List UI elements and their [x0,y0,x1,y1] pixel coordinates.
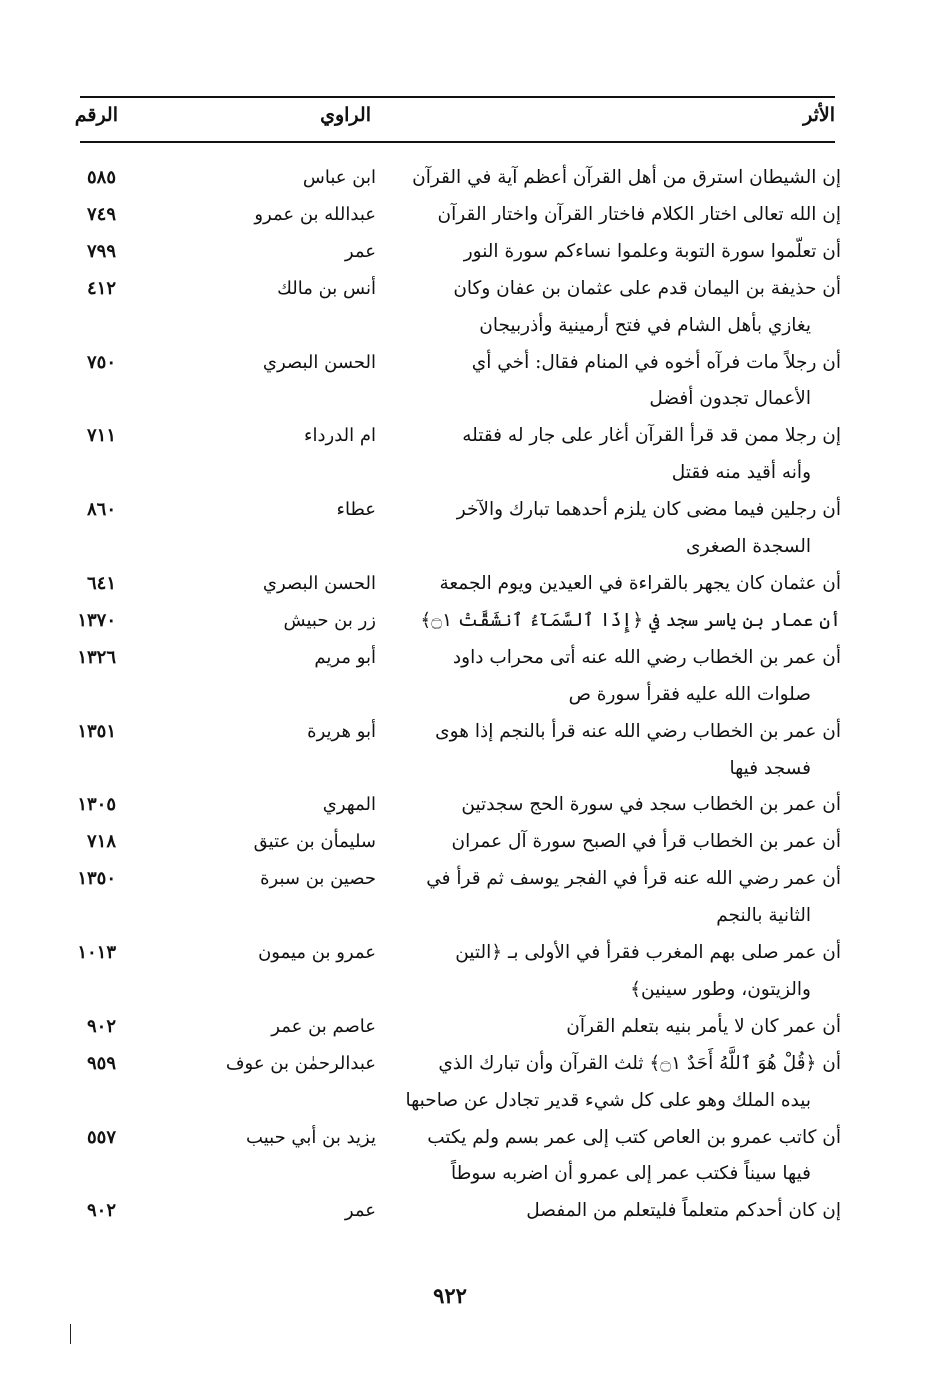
entry-number: ٤١٢ [86,277,116,299]
athar-text [401,1193,841,1230]
narrator: حصين بن سبرة [260,868,376,890]
entry-number: ١٣٠٥ [77,794,116,816]
athar-text [401,234,841,271]
entry-number: ٥٨٥ [86,167,116,188]
athar-text [401,714,841,788]
entry-number: ٧٤٩ [86,203,116,225]
athar-line: فيها سيناً فكتب عمر إلى عمرو أن اضربه سوطاً [450,1163,811,1185]
athar-line: أن حذيفة بن اليمان قدم على عثمان بن عفان وكان [453,277,841,299]
narrator: المهري [322,794,376,816]
index-entry [60,566,841,603]
athar-line: إن الشيطان استرق من أهل القرآن أعظم آية في القرآن [412,167,841,188]
index-entry [60,714,841,788]
entry-number: ٨٦٠ [86,499,116,521]
athar-text [401,197,841,234]
index-entry [60,418,841,492]
athar-text [401,492,841,566]
athar-text [401,418,841,492]
page-number: ٩٢٢ [433,1283,467,1308]
index-entry [60,1193,841,1230]
narrator: ابن عباس [302,167,376,188]
narrator: الحسن البصري [262,572,376,594]
index-entry [60,197,841,234]
athar-line: صلوات الله عليه فقرأ سورة ص [568,683,811,705]
header-rule [80,141,835,143]
athar-line: أن عثمان كان يجهر بالقراءة في العيدين ويوم الجمعة [439,572,841,594]
index-entry [60,1120,841,1194]
athar-text [401,603,841,640]
index-entry [60,787,841,824]
athar-line: يغازي بأهل الشام في فتح أرمينية وأذربيجان [479,314,811,336]
entry-number: ٧١١ [86,425,116,447]
athar-line: أن كاتب عمرو بن العاص كتب إلى عمر بسم ولم يكتب [427,1126,841,1148]
entry-number: ٧٩٩ [86,240,116,262]
narrator: زر بن حبيش [283,609,376,631]
athar-text [401,566,841,603]
athar-line: أن عمر بن الخطاب رضي الله عنه قرأ بالنجم إذا هوى [435,720,841,742]
athar-line: إن كان أحدكم متعلماً فليتعلم من المفصل [526,1200,841,1222]
narrator: ام الدرداء [304,425,376,447]
header-athar: الأثر [803,104,835,126]
athar-text [401,271,841,345]
entry-number: ١٣٥٠ [77,868,116,890]
index-entry [60,345,841,419]
athar-line: الثانية بالنجم [716,905,811,927]
narrator: عمرو بن ميمون [258,942,376,964]
athar-line: بيده الملك وهو على كل شيء قدير تجادل عن صاحبها [405,1089,811,1111]
athar-line: والزيتون، وطور سينين﴾ [630,978,811,1000]
athar-text [401,787,841,824]
index-entry [60,603,841,640]
athar-line: أن ﴿قُلْ هُوَ ٱللَّهُ أَحَدٌ ۝١﴾ ثلث القرآن وأن تبارك الذي [438,1052,841,1074]
index-entry [60,640,841,714]
narrator: أنس بن مالك [277,277,376,299]
athar-line: إن رجلا ممن قد قرأ القرآن أغار على جار له فقتله [462,425,841,447]
athar-text [401,824,841,861]
entry-number: ٩٠٢ [86,1015,116,1037]
athar-line: الأعمال تجدون أفضل [649,388,811,410]
athar-text [401,1046,841,1120]
top-rule [80,96,835,98]
entry-number: ٩٥٩ [86,1052,116,1074]
index-entry [60,492,841,566]
athar-text [401,861,841,935]
index-entry [60,861,841,935]
athar-text [401,640,841,714]
index-entry [60,160,841,197]
narrator: أبو مريم [314,646,376,668]
athar-line: إن الله تعالى اختار الكلام فاختار القرآن واختار القرآن [437,203,841,225]
athar-line: السجدة الصغرى [686,536,811,558]
athar-text [401,1009,841,1046]
athar-text [401,1120,841,1194]
athar-line: أن عمر بن الخطاب سجد في سورة الحج سجدتين [461,794,841,816]
narrator: عطاء [336,499,376,521]
athar-text [401,935,841,1009]
index-entry [60,1009,841,1046]
athar-text [401,160,841,197]
athar-line: أن عمر بن الخطاب قرأ في الصبح سورة آل عمران [451,831,841,853]
header-number: الرقم [74,104,118,126]
entry-number: ٧٥٠ [86,351,116,373]
athar-line: وأنه أقيد منه فقتل [671,462,811,484]
narrator: عمر [344,240,376,262]
index-entry [60,271,841,345]
athar-line: أن تعلّموا سورة التوبة وعلموا نساءكم سورة النور [463,240,841,262]
athar-line: فسجد فيها [729,757,811,779]
athar-line: أن عمار بن ياسر سجد في ﴿إِذَا ٱلسَّمَآءُ ٱنشَقَّتْ ۝١﴾ [420,609,841,631]
narrator: عاصم بن عمر [271,1015,376,1037]
index-entry [60,234,841,271]
margin-mark [70,1324,71,1344]
entry-number: ٧١٨ [86,831,116,853]
entry-number: ١٣٥١ [77,720,116,742]
narrator: عبدالله بن عمرو [254,203,376,225]
athar-index-list [60,160,841,1230]
athar-line: أن عمر رضي الله عنه قرأ في الفجر يوسف ثم قرأ في [426,868,841,890]
athar-line: أن عمر بن الخطاب رضي الله عنه أتى محراب داود [452,646,841,668]
entry-number: ١٣٧٠ [77,609,116,631]
entry-number: ٦٤١ [86,572,116,594]
athar-line: أن عمر صلى بهم المغرب فقرأ في الأولى بـ ﴿التين [455,942,841,964]
narrator: عمر [344,1200,376,1222]
athar-text [401,345,841,419]
index-entry [60,1046,841,1120]
narrator: يزيد بن أبي حبيب [246,1126,376,1148]
narrator: أبو هريرة [307,720,376,742]
narrator: سليمأن بن عتيق [253,831,376,853]
entry-number: ١٣٢٦ [77,646,116,668]
narrator: الحسن البصري [262,351,376,373]
narrator: عبدالرحمٰن بن عوف [225,1052,376,1074]
header-rawi: الراوي [320,104,371,126]
athar-line: أن رجلين فيما مضى كان يلزم أحدهما تبارك والآخر [456,499,841,521]
entry-number: ٥٥٧ [86,1126,116,1148]
athar-line: أن عمر كان لا يأمر بنيه بتعلم القرآن [566,1015,841,1037]
index-entry [60,824,841,861]
entry-number: ١٠١٣ [77,942,116,964]
entry-number: ٩٠٢ [86,1200,116,1222]
index-entry [60,935,841,1009]
athar-line: أن رجلاً مات فرآه أخوه في المنام فقال: أخي أي [471,351,841,373]
